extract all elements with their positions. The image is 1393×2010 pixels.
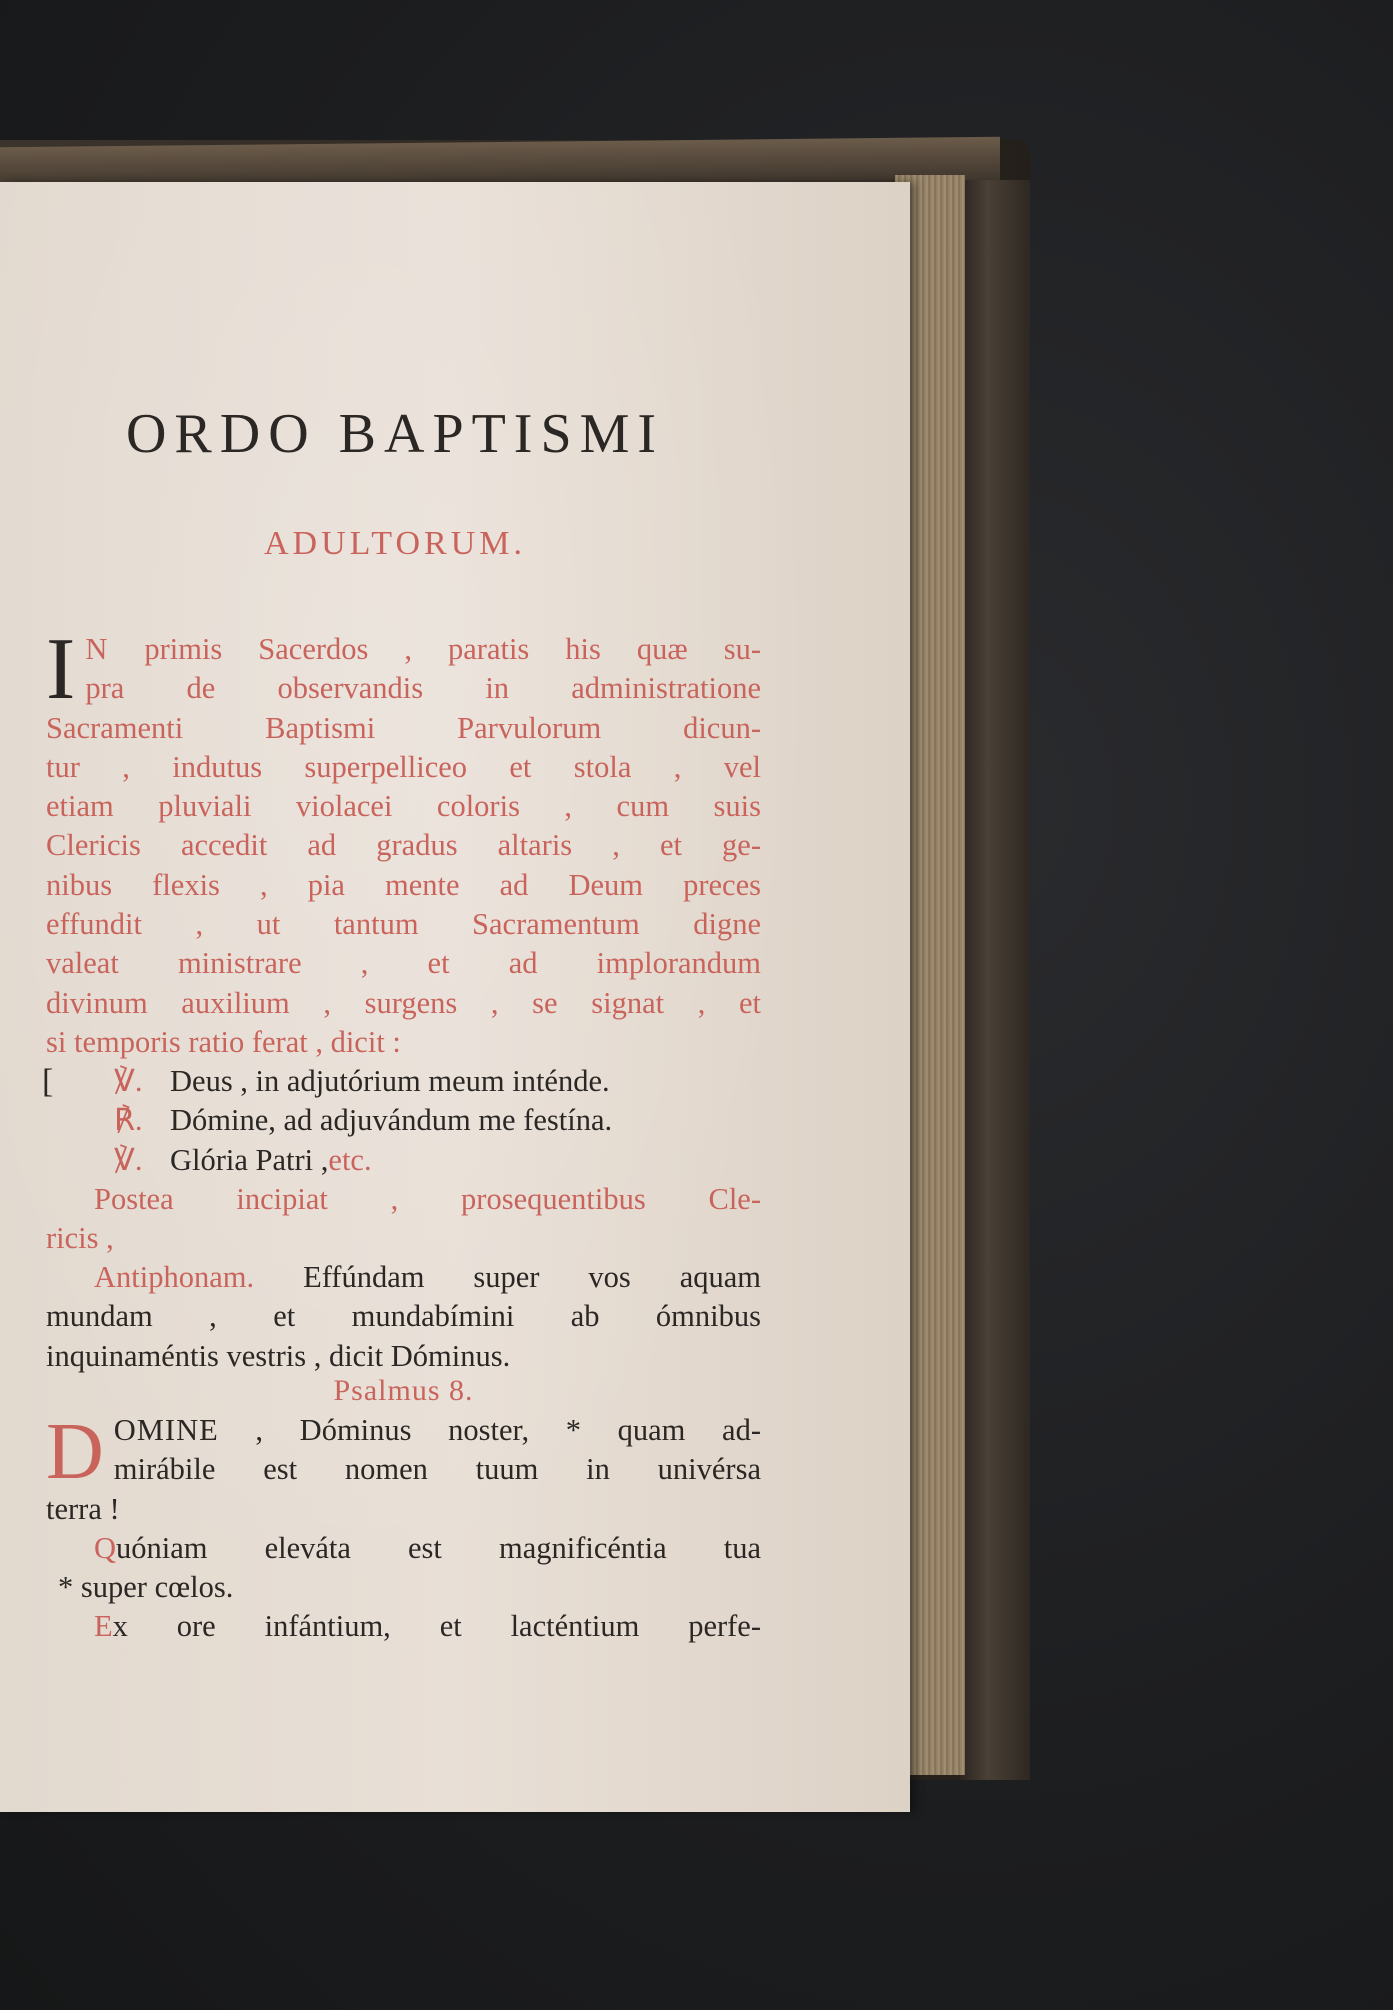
intro-line: etiam pluviali violacei coloris , cum suis <box>46 789 761 824</box>
intro-line: pra de observandis in administratione <box>85 671 761 706</box>
versicle-symbol: ℣. <box>114 1142 143 1177</box>
page-subtitle: ADULTORUM. <box>264 525 526 562</box>
psalm-line <box>46 1607 761 1646</box>
intro-line-text: primis Sacerdos , paratis his quæ su- <box>144 632 762 666</box>
psalm-line: * super cœlos. <box>58 1570 234 1605</box>
response-symbol: ℟. <box>114 1103 143 1138</box>
intro-line <box>46 630 761 669</box>
versicle-row <box>46 1101 761 1140</box>
psalm-opening-caps: OMINE <box>113 1413 219 1447</box>
antiphon-label: Antiphonam. <box>94 1260 255 1294</box>
psalm-line-text: x ore infántium, et lacténtium perfe- <box>112 1609 761 1644</box>
intro-line: si temporis ratio ferat , dicit : <box>46 1024 401 1059</box>
versicle-symbol: ℣. <box>114 1064 143 1098</box>
postea-line: ricis , <box>46 1221 114 1256</box>
verse-initial: Q <box>94 1530 117 1565</box>
versicle-row <box>46 1062 761 1101</box>
versicle-text: Glória Patri , <box>170 1142 329 1177</box>
postea-line: Postea incipiat , prosequentibus Cle- <box>94 1182 761 1216</box>
antiphon-line: mundam , et mundabímini ab ómnibus <box>46 1299 761 1334</box>
page-title: ORDO BAPTISMI <box>125 403 665 465</box>
psalm-line <box>46 1411 761 1450</box>
antiphon-first-line <box>46 1258 761 1297</box>
psalm-line <box>46 1529 761 1568</box>
drop-capital-d: D <box>46 1408 104 1496</box>
rubric-postea <box>46 1180 761 1259</box>
intro-line: nibus flexis , pia mente ad Deum preces <box>46 867 761 902</box>
psalm-text <box>46 1408 762 1647</box>
intro-line: Sacramenti Baptismi Parvulorum dicun- <box>46 710 761 745</box>
psalm-line: terra ! <box>46 1491 120 1526</box>
antiphon-text: Effúndam super vos aquam <box>303 1260 761 1294</box>
intro-first-word-rest: N <box>85 632 109 666</box>
versicles <box>42 1062 761 1180</box>
versicle-text: Dómine, ad adjuvándum me festína. <box>170 1103 613 1138</box>
intro-line: Clericis accedit ad gradus altaris , et ge- <box>46 828 761 863</box>
psalm-heading: Psalmus 8. <box>333 1374 474 1407</box>
bracket-mark: [ <box>42 1063 54 1100</box>
intro-line: tur , indutus superpelliceo et stola , vel <box>46 749 761 784</box>
intro-line: valeat ministrare , et ad implorandum <box>46 946 761 981</box>
versicle-tail: etc. <box>328 1142 372 1177</box>
drop-capital-i: I <box>46 621 76 718</box>
intro-line: effundit , ut tantum Sacramentum digne <box>46 907 761 942</box>
rubric-introduction <box>46 621 762 1062</box>
psalm-line-text: uóniam eleváta est magnificéntia tua <box>116 1530 761 1565</box>
versicle-text: Deus , in adjutórium meum inténde. <box>170 1064 610 1098</box>
book-spine <box>960 180 1030 1780</box>
antiphon <box>46 1258 761 1376</box>
versicle-row <box>46 1141 761 1180</box>
verse-initial: E <box>94 1609 113 1644</box>
psalm-line-text: , Dóminus noster, * quam ad- <box>255 1413 762 1447</box>
intro-line: divinum auxilium , surgens , se signat , et <box>46 985 761 1020</box>
antiphon-line: inquinaméntis vestris , dicit Dóminus. <box>46 1338 511 1373</box>
psalm-line: mirábile est nomen tuum in univérsa <box>113 1452 761 1487</box>
